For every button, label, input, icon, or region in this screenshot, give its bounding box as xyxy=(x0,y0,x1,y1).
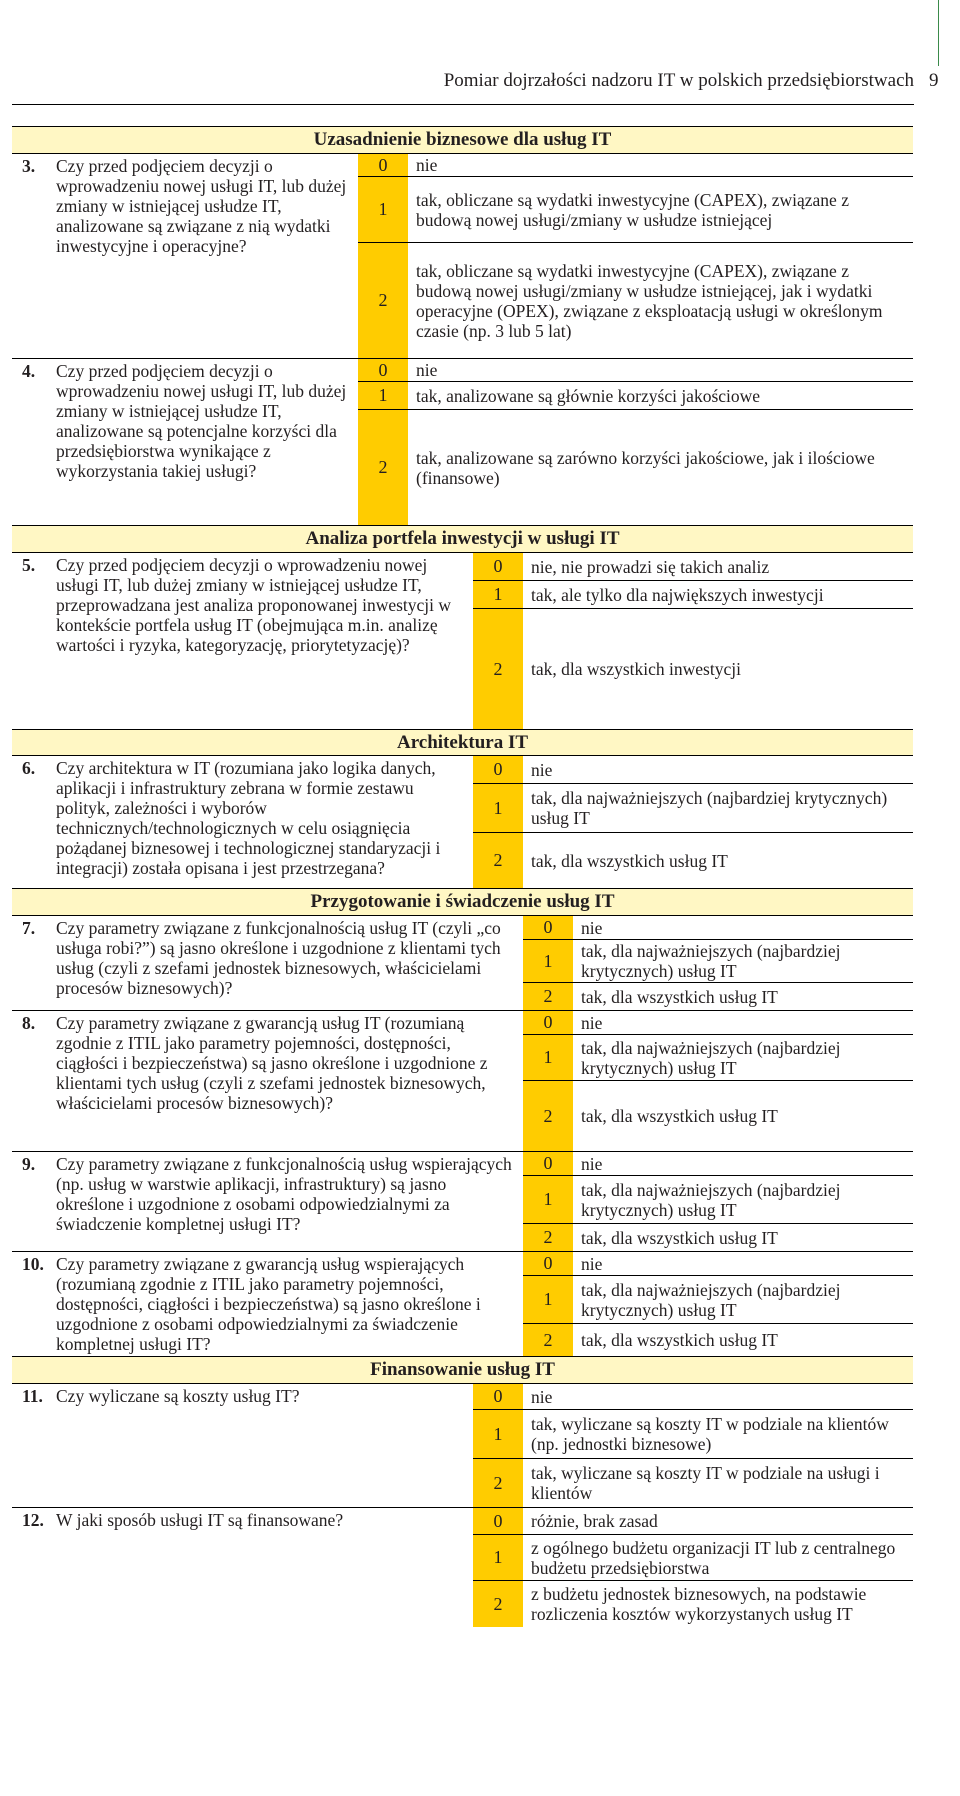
score-cell: 2 xyxy=(473,1459,523,1507)
question-number: 11. xyxy=(22,1386,43,1406)
answer-option xyxy=(358,382,913,410)
question-cell xyxy=(12,1152,523,1251)
answer-description: tak, dla wszystkich usług IT xyxy=(531,850,728,871)
score-cell: 0 xyxy=(523,1011,573,1034)
header-rule xyxy=(12,104,914,105)
score-cell: 2 xyxy=(358,410,408,525)
question-cell xyxy=(12,359,358,525)
page-header xyxy=(0,0,960,110)
question-cell xyxy=(12,1508,473,1627)
question-row xyxy=(12,1508,913,1627)
question-text: Czy wyliczane są koszty usług IT? xyxy=(56,1386,300,1406)
answer-option xyxy=(523,940,913,983)
question-row xyxy=(12,756,913,889)
answer-option xyxy=(523,1224,913,1251)
answer-options xyxy=(473,553,913,729)
section-header: Architektura IT xyxy=(12,730,913,756)
answer-description: nie xyxy=(581,1253,603,1274)
answer-options xyxy=(523,1252,913,1356)
score-cell: 0 xyxy=(473,1384,523,1409)
answer-description: tak, dla wszystkich usług IT xyxy=(581,1106,778,1126)
question-text: W jaki sposób usługi IT są finansowane? xyxy=(56,1510,344,1530)
answer-option xyxy=(523,916,913,940)
score-cell: 1 xyxy=(473,1535,523,1580)
question-row xyxy=(12,1152,913,1252)
question-row xyxy=(12,359,913,526)
answer-description: nie xyxy=(581,1012,603,1033)
answer-description: nie xyxy=(581,1153,603,1174)
answer-description: tak, analizowane są głównie korzyści jakościowe xyxy=(416,385,761,406)
answer-description: tak, obliczane są wydatki inwestycyjne (CAPEX), związane z budową nowej usługi/zmiany w usłudze istniejącej, jak i wydatki operacyjne (OPEX), związane z eksploatacją usługi w określonym czasie (np. 3 lub 5 lat) xyxy=(416,260,883,341)
question-text: Czy architektura w IT (rozumiana jako logika danych, aplikacji i infrastruktury zebrana w formie zestawu polityk, zależności i wyborów technicznych/technologicznych w celu osiągnięcia pożądanej biznesowej i technologicznej standaryzacji i integracji) została opisana i jest przestrzegana? xyxy=(56,758,441,878)
answer-description: z budżetu jednostek biznesowych, na podstawie rozliczenia kosztów wykorzystanych usług IT xyxy=(531,1584,867,1624)
edge-line xyxy=(938,0,939,66)
score-cell: 0 xyxy=(473,553,523,580)
answer-option xyxy=(473,1384,913,1410)
answer-description: nie xyxy=(416,360,438,380)
score-cell: 1 xyxy=(358,382,408,409)
answer-option xyxy=(523,1176,913,1224)
answer-option xyxy=(473,1581,913,1627)
answer-option xyxy=(523,1152,913,1176)
answer-description: nie xyxy=(416,155,438,175)
answer-option xyxy=(473,553,913,581)
score-cell: 1 xyxy=(523,940,573,982)
score-cell: 1 xyxy=(473,784,523,832)
question-number: 9. xyxy=(22,1154,36,1174)
question-row xyxy=(12,1252,913,1357)
score-cell: 0 xyxy=(523,1252,573,1275)
question-number: 4. xyxy=(22,361,36,381)
answer-option xyxy=(523,1081,913,1151)
page-number: 9 xyxy=(929,70,939,91)
answer-description: tak, dla wszystkich inwestycji xyxy=(531,659,741,679)
answer-description: tak, wyliczane są koszty IT w podziale na klientów (np. jednostki biznesowe) xyxy=(531,1414,889,1454)
score-cell: 2 xyxy=(523,983,573,1010)
score-cell: 0 xyxy=(473,756,523,783)
question-text: Czy przed podjęciem decyzji o wprowadzeniu nowej usługi IT, lub dużej zmiany w istniejącej usłudze IT, przeprowadzana jest analiza proponowanej inwestycji w kontekście portfela usług IT (obejmująca m.in. analizę wartości i ryzyka, kategoryzację, priorytetyzację)? xyxy=(56,555,452,655)
score-cell: 0 xyxy=(523,1152,573,1175)
score-cell: 0 xyxy=(358,359,408,381)
question-row xyxy=(12,1384,913,1508)
running-title: Pomiar dojrzałości nadzoru IT w polskich przedsiębiorstwach xyxy=(443,70,914,91)
answer-description: tak, dla wszystkich usług IT xyxy=(581,1227,778,1248)
answer-option xyxy=(473,609,913,729)
question-number: 8. xyxy=(22,1013,36,1033)
answer-option xyxy=(358,154,913,177)
answer-option xyxy=(473,756,913,784)
answer-description: tak, wyliczane są koszty IT w podziale na usługi i klientów xyxy=(531,1463,880,1503)
question-row xyxy=(12,154,913,359)
question-cell xyxy=(12,916,523,1010)
score-cell: 1 xyxy=(523,1276,573,1323)
answer-option xyxy=(523,1035,913,1081)
answer-description: tak, dla najważniejszych (najbardziej krytycznych) usług IT xyxy=(581,941,841,981)
answer-option xyxy=(473,833,913,888)
answer-option xyxy=(523,1324,913,1356)
answer-option xyxy=(473,1508,913,1535)
answer-option xyxy=(473,581,913,609)
answer-options xyxy=(358,154,913,358)
score-cell: 0 xyxy=(523,916,573,939)
answer-option xyxy=(473,784,913,833)
answer-description: tak, dla wszystkich usług IT xyxy=(581,986,778,1007)
score-cell: 2 xyxy=(473,833,523,888)
answer-description: tak, dla najważniejszych (najbardziej krytycznych) usług IT xyxy=(581,1179,841,1220)
section-header: Przygotowanie i świadczenie usług IT xyxy=(12,889,913,916)
answer-option xyxy=(358,243,913,358)
answer-option xyxy=(523,1276,913,1324)
question-text: Czy przed podjęciem decyzji o wprowadzeniu nowej usługi IT, lub dużej zmiany w istniejącej usłudze IT, analizowane są związane z nią wydatki inwestycyjne i operacyjne? xyxy=(56,156,347,256)
score-cell: 1 xyxy=(523,1176,573,1223)
answer-option xyxy=(523,1011,913,1035)
score-cell: 1 xyxy=(473,1410,523,1458)
answer-options xyxy=(473,1384,913,1507)
answer-description: różnie, brak zasad xyxy=(531,1511,658,1531)
question-text: Czy parametry związane z gwarancją usług wspierających (rozumianą zgodnie z ITIL jako parametry pojemności, dostępności, ciągłości i bezpieczeństwa) są jasno określone i uzgodnione z osobami odpowiedzialnymi za świadczenie kompletnej usługi IT? xyxy=(56,1254,481,1354)
question-text: Czy przed podjęciem decyzji o wprowadzeniu nowej usługi IT, lub dużej zmiany w istniejącej usłudze IT, analizowane są potencjalne korzyści dla przedsiębiorstwa wynikające z wykorzystania takiej usługi? xyxy=(56,361,347,481)
answer-option xyxy=(473,1459,913,1507)
question-cell xyxy=(12,154,358,358)
question-text: Czy parametry związane z funkcjonalnością usług IT (czyli „co usługa robi?”) są jasno określone i uzgodnione z klientami tych usług (czyli z szefami jednostek biznesowych, właścicielami procesów biznesowych)? xyxy=(56,918,501,998)
question-cell xyxy=(12,1252,523,1356)
section-header: Analiza portfela inwestycji w usługi IT xyxy=(12,526,913,553)
answer-option xyxy=(358,177,913,243)
answer-description: tak, ale tylko dla największych inwestycji xyxy=(531,584,824,605)
question-cell xyxy=(12,756,473,888)
score-cell: 2 xyxy=(473,1581,523,1627)
answer-description: tak, obliczane są wydatki inwestycyjne (CAPEX), związane z budową nowej usługi/zmiany w usłudze istniejącej xyxy=(416,189,849,230)
answer-option xyxy=(473,1535,913,1581)
answer-description: z ogólnego budżetu organizacji IT lub z centralnego budżetu przedsiębiorstwa xyxy=(531,1537,896,1578)
score-cell: 2 xyxy=(523,1081,573,1151)
question-cell xyxy=(12,553,473,729)
answer-options xyxy=(358,359,913,525)
question-number: 6. xyxy=(22,758,36,778)
answer-option xyxy=(523,983,913,1010)
answer-description: nie xyxy=(581,917,603,938)
question-cell xyxy=(12,1011,523,1151)
question-row xyxy=(12,916,913,1011)
score-cell: 2 xyxy=(473,609,523,729)
question-text: Czy parametry związane z gwarancją usług IT (rozumianą zgodnie z ITIL jako parametry pojemności, dostępności, ciągłości i bezpieczeństwa) są jasno określone i uzgodnione z klientami tych usług (czyli z szefami jednostek biznesowych, właścicielami procesów biznesowych)? xyxy=(56,1013,488,1113)
answer-options xyxy=(473,756,913,888)
score-cell: 1 xyxy=(523,1035,573,1080)
answer-description: tak, dla najważniejszych (najbardziej krytycznych) usług IT xyxy=(531,788,888,828)
question-number: 3. xyxy=(22,156,36,176)
question-text: Czy parametry związane z funkcjonalnością usług wspierających (np. usług w warstwie aplikacji, infrastruktury) są jasno określone i uzgodnione z osobami odpowiedzialnymi za świadczenie kompletnej usługi IT? xyxy=(56,1154,512,1234)
score-cell: 0 xyxy=(358,154,408,176)
question-cell xyxy=(12,1384,473,1507)
section-header: Finansowanie usług IT xyxy=(12,1357,913,1384)
section-header: Uzasadnienie biznesowe dla usług IT xyxy=(12,126,913,154)
question-number: 7. xyxy=(22,918,36,938)
questionnaire-table xyxy=(12,126,913,1627)
answer-option xyxy=(523,1252,913,1276)
answer-options xyxy=(473,1508,913,1627)
answer-description: tak, dla najważniejszych (najbardziej krytycznych) usług IT xyxy=(581,1279,841,1320)
answer-option xyxy=(358,359,913,382)
answer-description: nie, nie prowadzi się takich analiz xyxy=(531,556,770,577)
question-number: 5. xyxy=(22,555,36,575)
answer-description: nie xyxy=(531,1386,553,1407)
score-cell: 2 xyxy=(523,1324,573,1356)
question-number: 12. xyxy=(22,1510,44,1530)
answer-description: nie xyxy=(531,759,553,780)
answer-options xyxy=(523,916,913,1010)
answer-option xyxy=(473,1410,913,1459)
answer-options xyxy=(523,1152,913,1251)
score-cell: 2 xyxy=(523,1224,573,1251)
question-row xyxy=(12,1011,913,1152)
score-cell: 2 xyxy=(358,243,408,358)
answer-description: tak, dla najważniejszych (najbardziej krytycznych) usług IT xyxy=(581,1037,841,1078)
answer-description: tak, analizowane są zarówno korzyści jakościowe, jak i ilościowe (finansowe) xyxy=(416,447,875,488)
question-row xyxy=(12,553,913,730)
score-cell: 0 xyxy=(473,1508,523,1534)
score-cell: 1 xyxy=(473,581,523,608)
answer-description: tak, dla wszystkich usług IT xyxy=(581,1330,778,1350)
answer-options xyxy=(523,1011,913,1151)
score-cell: 1 xyxy=(358,177,408,242)
question-number: 10. xyxy=(22,1254,44,1274)
answer-option xyxy=(358,410,913,525)
